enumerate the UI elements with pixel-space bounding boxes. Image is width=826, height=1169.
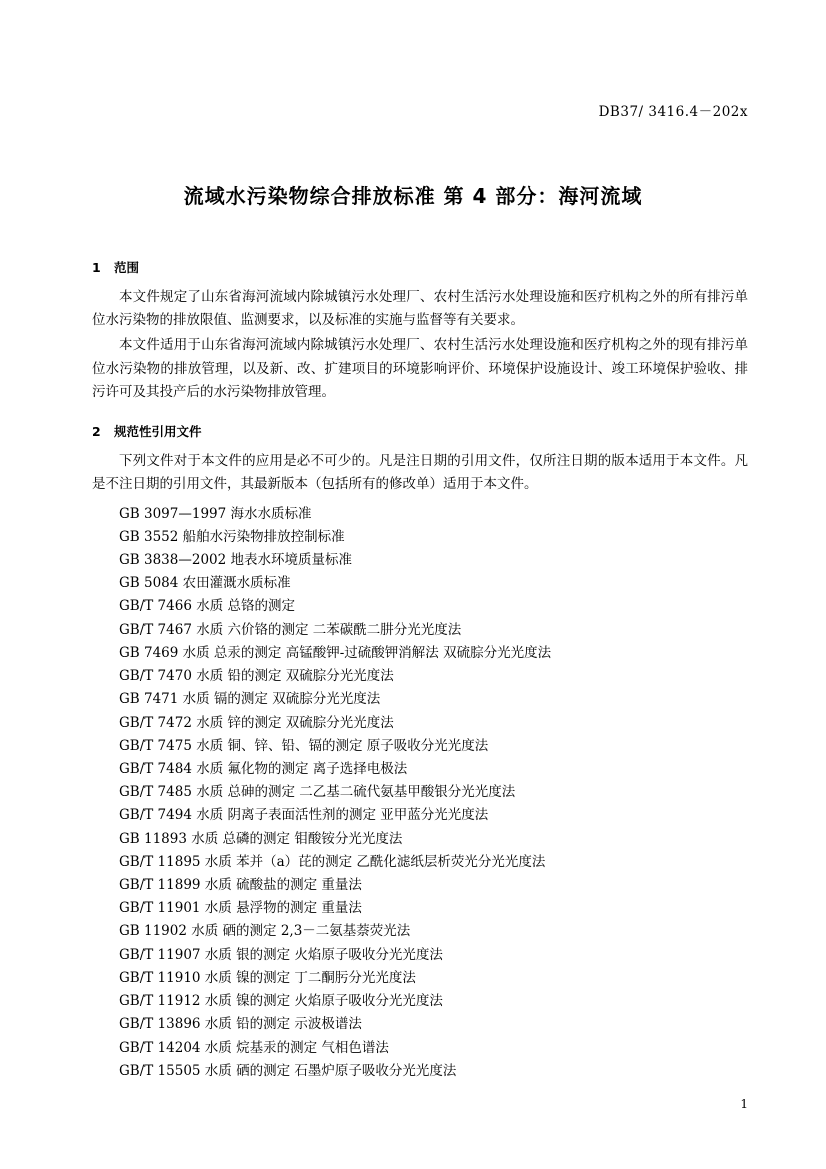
section-1-paragraph-1: 本文件规定了山东省海河流域内除城镇污水处理厂、农村生活污水处理设施和医疗机构之外的所有排污单位水污染物的排放限值、监测要求，以及标准的实施与监督等有关要求。 — [92, 289, 748, 329]
reference-item: GB/T 7494 水质 阴离子表面活性剂的测定 亚甲蓝分光光度法 — [119, 807, 489, 824]
section-title-2: 规范性引用文件 — [114, 424, 202, 440]
section-1-paragraph-2: 本文件适用于山东省海河流域内除城镇污水处理厂、农村生活污水处理设施和医疗机构之外的现有排污单位水污染物的排放管理，以及新、改、扩建项目的环境影响评价、环境保护设施设计、竣工环境保护验收、排污许可及其投产后的水污染物排放管理。 — [92, 337, 748, 400]
document-body — [92, 240, 748, 1083]
page-title: 流域水污染物综合排放标准 第 4 部分：海河流域 — [183, 184, 643, 208]
section-title-1: 范围 — [114, 260, 140, 275]
section-heading-2 — [92, 422, 748, 440]
reference-item: GB/T 11907 水质 银的测定 火焰原子吸收分光光度法 — [119, 946, 443, 963]
reference-item: GB 3097—1997 海水水质标准 — [119, 505, 312, 522]
reference-item: GB 7471 水质 镉的测定 双硫腙分光光度法 — [119, 691, 381, 708]
standard-code-header: DB37/ 3416.4－202x — [598, 104, 748, 120]
reference-item: GB 11893 水质 总磷的测定 钼酸铵分光光度法 — [119, 830, 403, 847]
normative-references-list — [92, 503, 748, 1083]
reference-item: GB/T 11901 水质 悬浮物的测定 重量法 — [119, 900, 362, 917]
reference-item: GB/T 11910 水质 镍的测定 丁二酮肟分光光度法 — [119, 969, 416, 986]
reference-item: GB/T 11895 水质 苯并（a）芘的测定 乙酰化滤纸层析荧光分光光度法 — [119, 853, 546, 870]
reference-item: GB/T 11899 水质 硫酸盐的测定 重量法 — [119, 877, 362, 894]
reference-item: GB/T 7484 水质 氟化物的测定 离子选择电极法 — [119, 760, 408, 777]
reference-item: GB 3838—2002 地表水环境质量标准 — [119, 551, 352, 568]
reference-item: GB 3552 船舶水污染物排放控制标准 — [119, 528, 345, 545]
reference-item: GB 7469 水质 总汞的测定 高锰酸钾-过硫酸钾消解法 双硫腙分光光度法 — [119, 644, 552, 661]
reference-item: GB/T 7485 水质 总砷的测定 二乙基二硫代氨基甲酸银分光光度法 — [119, 784, 516, 801]
reference-item: GB 5084 农田灌溉水质标准 — [119, 575, 291, 592]
reference-item: GB/T 14204 水质 烷基汞的测定 气相色谱法 — [119, 1039, 389, 1056]
reference-item: GB/T 13896 水质 铅的测定 示波极谱法 — [119, 1016, 362, 1033]
reference-item: GB/T 7472 水质 锌的测定 双硫腙分光光度法 — [119, 714, 394, 731]
page-number: 1 — [740, 1097, 748, 1111]
reference-item: GB/T 11912 水质 镍的测定 火焰原子吸收分光光度法 — [119, 993, 443, 1010]
reference-item: GB/T 7466 水质 总铬的测定 — [119, 598, 295, 615]
reference-item: GB/T 15505 水质 硒的测定 石墨炉原子吸收分光光度法 — [119, 1062, 457, 1079]
reference-item: GB/T 7475 水质 铜、锌、铅、镉的测定 原子吸收分光光度法 — [119, 737, 489, 754]
section-number-1: 1 — [92, 260, 101, 275]
section-heading-1 — [92, 258, 748, 276]
reference-item: GB 11902 水质 硒的测定 2,3－二氨基萘荧光法 — [119, 923, 411, 940]
reference-item: GB/T 7470 水质 铅的测定 双硫腙分光光度法 — [119, 668, 394, 685]
section-2-paragraph-1: 下列文件对于本文件的应用是必不可少的。凡是注日期的引用文件，仅所注日期的版本适用于本文件。凡是不注日期的引用文件，其最新版本（包括所有的修改单）适用于本文件。 — [92, 453, 748, 493]
reference-item: GB/T 7467 水质 六价铬的测定 二苯碳酰二肼分光光度法 — [119, 621, 462, 638]
section-number-2: 2 — [92, 424, 101, 440]
